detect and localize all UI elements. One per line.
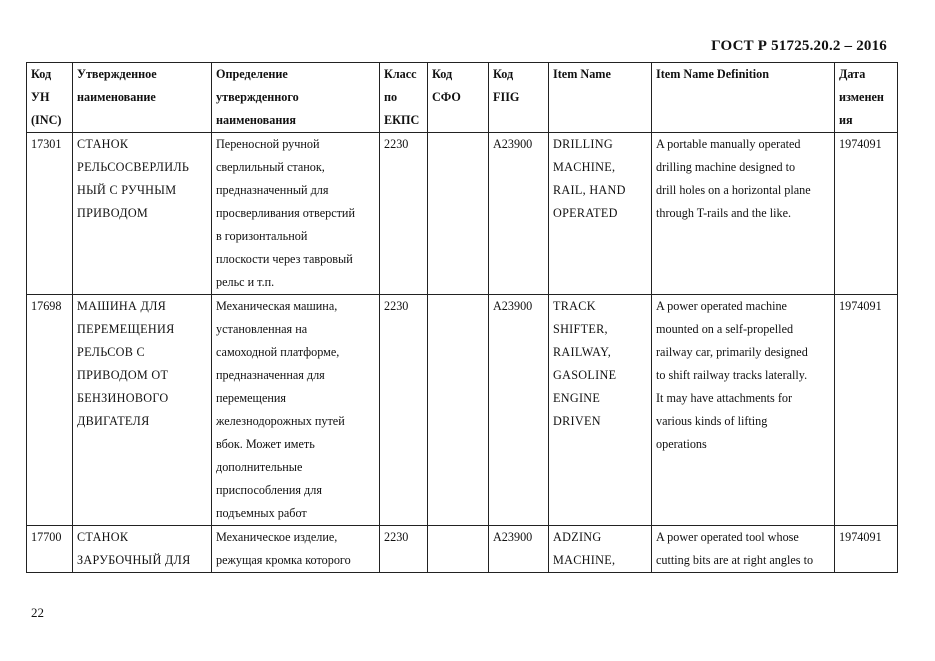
cell-sfo-code — [428, 526, 489, 573]
column-header-fiig-code: Код FIIG — [489, 63, 549, 133]
table-row — [27, 526, 898, 573]
column-header-ekps-class: Класс по ЕКПС — [380, 63, 428, 133]
cell-ekps-class: 2230 — [380, 133, 428, 295]
column-header-item-name: Item Name — [549, 63, 652, 133]
page-number: 22 — [31, 605, 44, 620]
cell-inc: 17698 — [27, 295, 73, 526]
cell-item-name: TRACK SHIFTER, RAILWAY, GASOLINE ENGINE DRIVEN — [549, 295, 652, 526]
cell-definition: Переносной ручной сверлильный станок, предназначенный для просверливания отверстий в горизонтальной плоскости через тавровый рельс и т.п. — [212, 133, 380, 295]
cell-definition: Механическое изделие, режущая кромка которого — [212, 526, 380, 573]
cell-sfo-code — [428, 295, 489, 526]
cell-item-name-definition: A power operated tool whose cutting bits are at right angles to — [652, 526, 835, 573]
column-header-inc: Код УН (INC) — [27, 63, 73, 133]
table-row — [27, 295, 898, 526]
item-name-table — [26, 62, 898, 573]
table-row — [27, 133, 898, 295]
cell-sfo-code — [428, 133, 489, 295]
cell-ekps-class: 2230 — [380, 526, 428, 573]
cell-fiig-code: A23900 — [489, 295, 549, 526]
cell-item-name-definition: A portable manually operated drilling machine designed to drill holes on a horizontal plane through T-rails and the like. — [652, 133, 835, 295]
cell-inc: 17700 — [27, 526, 73, 573]
cell-approved-name: МАШИНА ДЛЯ ПЕРЕМЕЩЕНИЯ РЕЛЬСОВ С ПРИВОДОМ ОТ БЕНЗИНОВОГО ДВИГАТЕЛЯ — [73, 295, 212, 526]
column-header-change-date: Дата изменен ия — [835, 63, 898, 133]
cell-inc: 17301 — [27, 133, 73, 295]
column-header-definition: Определение утвержденного наименования — [212, 63, 380, 133]
cell-item-name: ADZING MACHINE, — [549, 526, 652, 573]
column-header-approved-name: Утвержденное наименование — [73, 63, 212, 133]
cell-item-name-definition: A power operated machine mounted on a self-propelled railway car, primarily designed to shift railway tracks laterally. It may have attachments for various kinds of lifting operations — [652, 295, 835, 526]
cell-change-date: 1974091 — [835, 526, 898, 573]
cell-change-date: 1974091 — [835, 133, 898, 295]
column-header-sfo-code: Код СФО — [428, 63, 489, 133]
column-header-item-name-definition: Item Name Definition — [652, 63, 835, 133]
cell-approved-name: СТАНОК РЕЛЬСОСВЕРЛИЛЬ НЫЙ С РУЧНЫМ ПРИВОДОМ — [73, 133, 212, 295]
document-standard-header: ГОСТ Р 51725.20.2 – 2016 — [711, 38, 887, 54]
cell-definition: Механическая машина, установленная на самоходной платформе, предназначенная для перемещения железнодорожных путей вбок. Может иметь дополнительные приспособления для подъемных работ — [212, 295, 380, 526]
cell-change-date: 1974091 — [835, 295, 898, 526]
cell-fiig-code: A23900 — [489, 133, 549, 295]
cell-approved-name: СТАНОК ЗАРУБОЧНЫЙ ДЛЯ — [73, 526, 212, 573]
cell-ekps-class: 2230 — [380, 295, 428, 526]
table-header-row — [27, 63, 898, 133]
cell-item-name: DRILLING MACHINE, RAIL, HAND OPERATED — [549, 133, 652, 295]
cell-fiig-code: A23900 — [489, 526, 549, 573]
